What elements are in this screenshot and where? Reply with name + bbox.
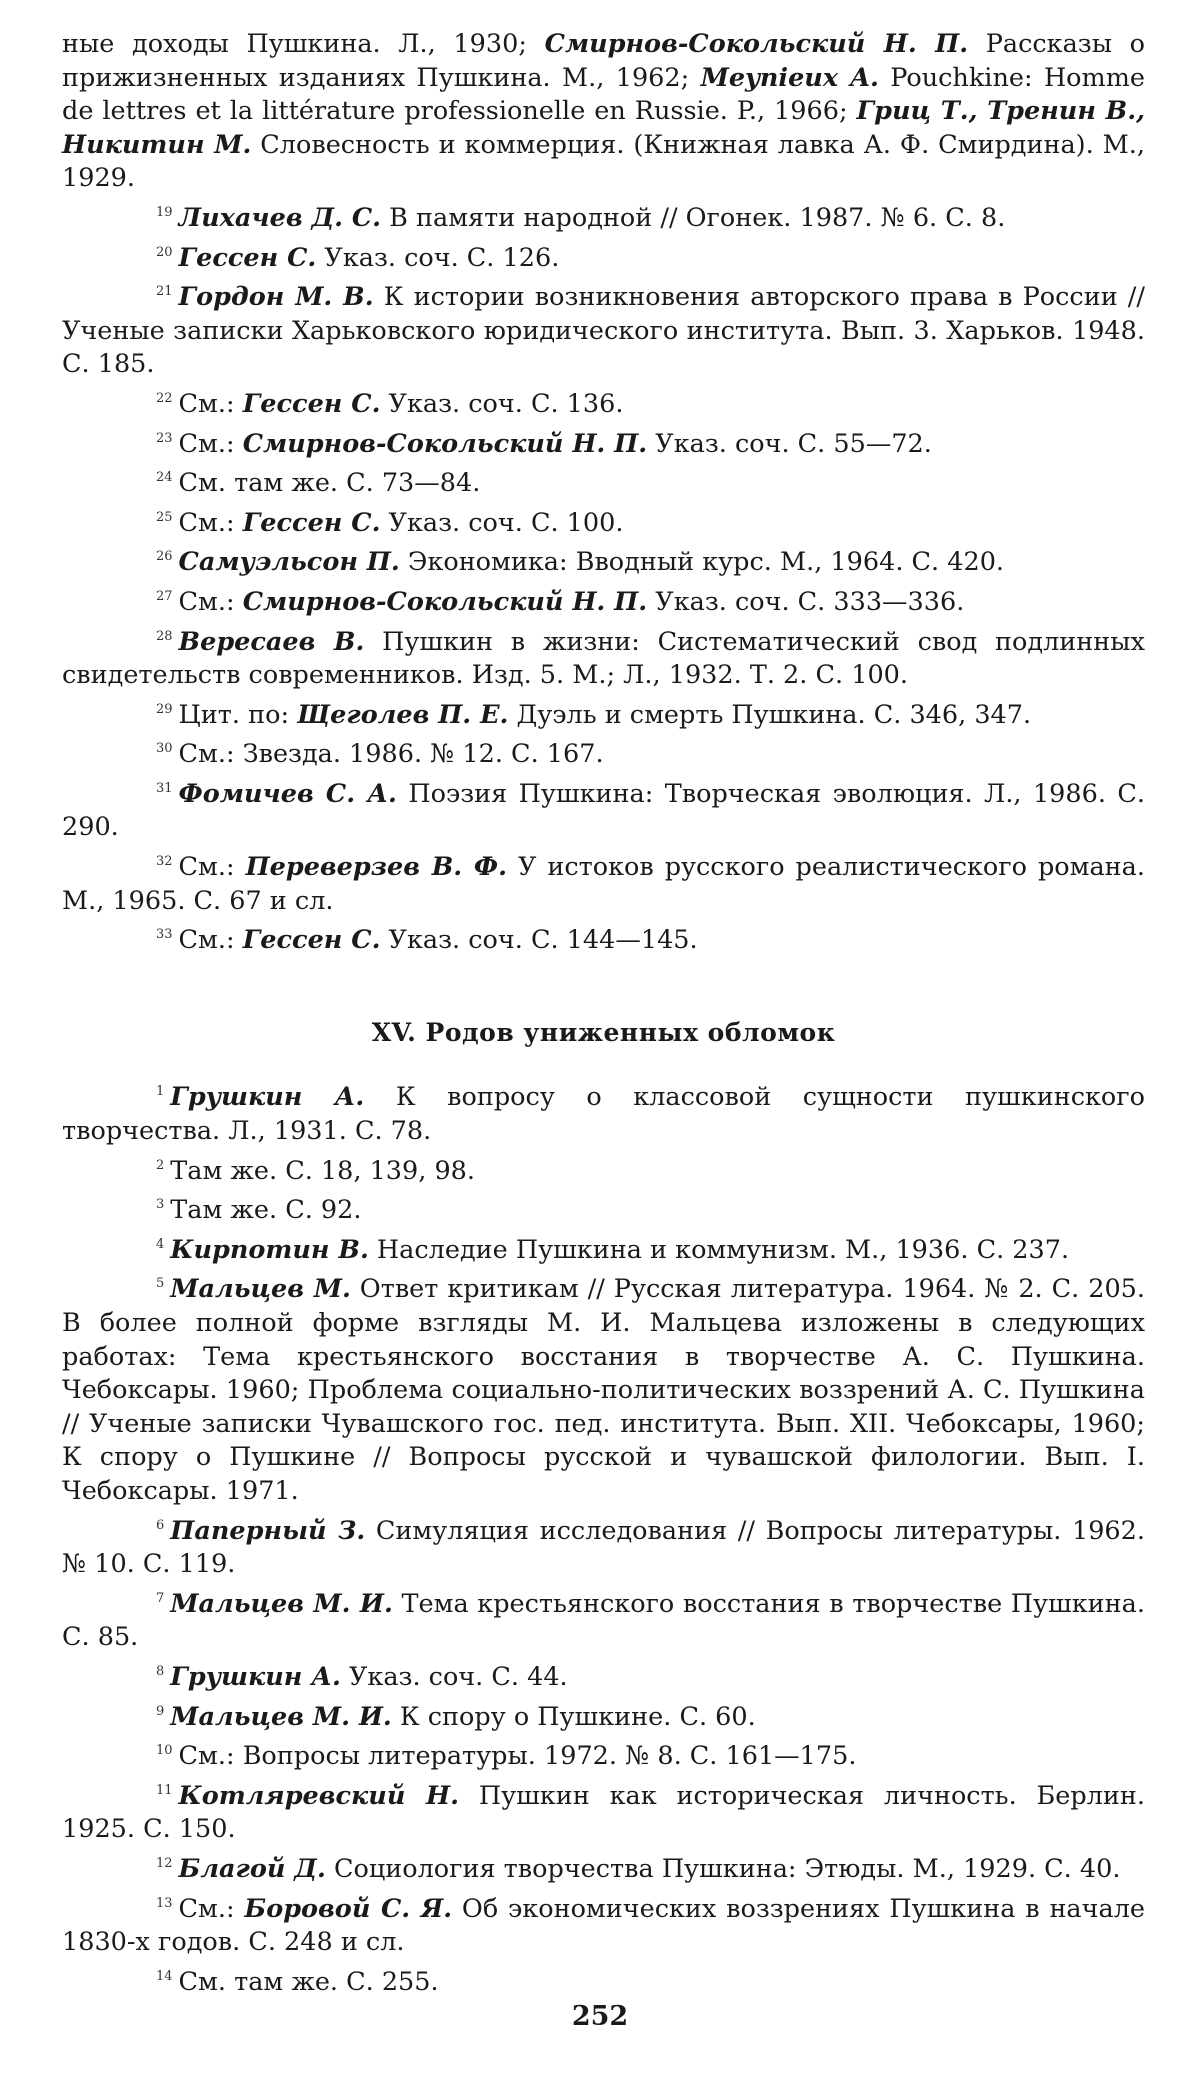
citation-text: Ответ критикам // Русская литература. 1964. № 2. С. 205. В более полной форме взгляды М. И. Мальцева изложены в следующих работах: Тема крестьянского восстания в творчестве А. С. Пушкина. Чебоксары. 1960; Проблема социально-политических воззрений А. С. Пушкина // Ученые записки Чувашского гос. пед. института. Вып. XII. Чебоксары, 1960; К спору о Пушкине // Вопросы русской и чувашской филологии. Вып. I. Чебоксары. 1971. [62, 1274, 1145, 1506]
footnote [62, 1655, 1145, 1695]
citation-text: У истоков русского реалистического романа. М., 1965. С. 67 и сл. [62, 852, 1145, 916]
citation-text: Дуэль и смерть Пушкина. С. 346, 347. [508, 699, 1032, 730]
footnote-number: 3 [156, 1197, 165, 1213]
author-name: Гессен С. [242, 388, 381, 419]
footnote-number: 9 [156, 1703, 165, 1719]
author-name: Паперный З. [170, 1515, 366, 1546]
citation-text: См. там же. С. 73—84. [178, 468, 481, 499]
author-name: Смирнов-Сокольский Н. П. [544, 29, 969, 59]
footnote-number: 25 [156, 509, 173, 525]
citation-text: Там же. С. 92. [170, 1195, 362, 1226]
footnote [62, 693, 1145, 733]
footnote [62, 1188, 1145, 1228]
footnote [62, 772, 1145, 845]
footnote-number: 32 [156, 854, 173, 870]
citation-text: См.: [178, 586, 243, 617]
footnote [62, 236, 1145, 276]
author-name: Вересаев В. [178, 626, 365, 657]
citation-text: Пушкин как историческая личность. Берлин. 1925. С. 150. [62, 1780, 1145, 1845]
footnote-number: 8 [156, 1663, 165, 1679]
footnote-number: 21 [156, 284, 173, 300]
footnotes-chapter-14 [62, 196, 1145, 958]
citation-text: См.: [178, 852, 246, 883]
citation-text: Симуляция исследования // Вопросы литературы. 1962. № 10. С. 119. [62, 1515, 1145, 1580]
footnote [62, 1887, 1145, 1960]
footnote [62, 275, 1145, 382]
footnote [62, 580, 1145, 620]
footnotes-chapter-15 [62, 1075, 1145, 1999]
author-name: Гриц Т., Тренин В., Никитин М. [62, 96, 1145, 160]
citation-text: См.: [178, 428, 243, 459]
footnote [62, 1267, 1145, 1508]
footnote-number: 33 [156, 927, 173, 943]
citation-text: Тема крестьянского восстания в творчестве Пушкина. С. 85. [62, 1588, 1145, 1653]
author-name: Переверзев В. Ф. [245, 852, 507, 883]
footnote [62, 918, 1145, 958]
footnote-number: 22 [156, 390, 173, 406]
footnote-number: 7 [156, 1590, 165, 1606]
footnote-number: 30 [156, 741, 173, 757]
footnote [62, 1734, 1145, 1774]
author-name: Котляревский Н. [178, 1780, 459, 1811]
citation-text: См.: Вопросы литературы. 1972. № 8. С. 161—175. [178, 1741, 857, 1772]
citation-text: Экономика: Вводный курс. М., 1964. С. 420. [399, 547, 1005, 578]
footnote [62, 196, 1145, 236]
citation-text: См.: [178, 1893, 245, 1924]
author-name: Щеголев П. Е. [297, 699, 509, 730]
footnote [62, 501, 1145, 541]
footnote-number: 6 [156, 1517, 165, 1533]
citation-text: Наследие Пушкина и коммунизм. М., 1936. С. 237. [368, 1234, 1070, 1265]
footnote-number: 20 [156, 244, 173, 260]
author-name: Благой Д. [178, 1853, 326, 1884]
citation-text: Указ. соч. С. 333—336. [647, 586, 965, 617]
citation-text: Там же. С. 18, 139, 98. [170, 1155, 476, 1186]
citation-text: Указ. соч. С. 126. [316, 242, 560, 273]
author-name: Гессен С. [242, 507, 381, 538]
citation-text: В памяти народной // Огонек. 1987. № 6. С. 8. [381, 202, 1006, 233]
footnote-number: 11 [156, 1782, 173, 1798]
footnote-number: 28 [156, 628, 173, 644]
citation-text: Указ. соч. С. 136. [380, 388, 624, 419]
footnote [62, 540, 1145, 580]
footnote-number: 13 [156, 1895, 173, 1911]
citation-text: Указ. соч. С. 100. [380, 507, 624, 538]
author-name: Смирнов-Сокольский Н. П. [242, 586, 648, 617]
citation-text: См.: Звезда. 1986. № 12. С. 167. [178, 739, 604, 770]
citation-text: Pouchkine: Homme de lettres et la littérature professionelle en Russie. P., 1966; [62, 62, 1145, 127]
footnote [62, 1228, 1145, 1268]
citation-text: ные доходы Пушкина. Л., 1930; [62, 29, 545, 59]
citation-text: Рассказы о прижизненных изданиях Пушкина. М., 1962; [62, 29, 1146, 93]
author-name: Мальцев М. И. [170, 1701, 392, 1732]
citation-text: Словесность и коммерция. (Книжная лавка А. Ф. Смирдина). М., 1929. [62, 129, 1145, 194]
footnote [62, 1847, 1145, 1887]
footnote [62, 845, 1145, 918]
author-name: Гессен С. [242, 925, 381, 956]
footnote [62, 1582, 1145, 1655]
footnote-continuation [62, 28, 1145, 196]
footnote-number: 23 [156, 430, 173, 446]
citation-text: Указ. соч. С. 55—72. [647, 428, 932, 459]
footnote-number: 29 [156, 701, 173, 717]
footnote [62, 1774, 1145, 1847]
citation-text: Цит. по: [178, 699, 298, 730]
author-name: Грушкин А. [170, 1661, 341, 1692]
citation-text: Указ. соч. С. 44. [340, 1661, 568, 1692]
citation-text: Указ. соч. С. 144—145. [380, 925, 698, 956]
author-name: Гордон М. В. [178, 282, 374, 313]
page-body [62, 28, 1145, 1999]
citation-text: Социология творчества Пушкина: Этюды. М., 1929. С. 40. [325, 1853, 1121, 1884]
author-name: Самуэльсон П. [178, 547, 400, 578]
section-heading: XV. Родов униженных обломок [371, 1017, 836, 1047]
footnote-number: 26 [156, 549, 173, 565]
footnote [62, 1695, 1145, 1735]
author-name: Гессен С. [178, 242, 317, 273]
author-name: Мальцев М. [170, 1274, 351, 1305]
citation-text: К спору о Пушкине. С. 60. [391, 1701, 756, 1732]
footnote [62, 1960, 1145, 2000]
citation-text: См.: [178, 925, 243, 956]
footnote [62, 382, 1145, 422]
citation-text: К вопросу о классовой сущности пушкинского творчества. Л., 1931. С. 78. [62, 1082, 1145, 1147]
citation-text: Пушкин в жизни: Систематический свод подлинных свидетельств современников. Изд. 5. М.; Л., 1932. Т. 2. С. 100. [62, 626, 1145, 691]
citation-text: См. там же. С. 255. [178, 1966, 439, 1997]
footnote-number: 2 [156, 1157, 165, 1173]
citation-text: Об экономических воззрениях Пушкина в начале 1830-х годов. С. 248 и сл. [62, 1893, 1145, 1958]
page-number: 252 [571, 2001, 629, 2032]
citation-text: К истории возникновения авторского права в России // Ученые записки Харьковского юридического института. Вып. 3. Харьков. 1948. С. 185. [62, 282, 1145, 380]
author-name: Боровой С. Я. [244, 1893, 453, 1924]
footnote-number: 5 [156, 1276, 165, 1292]
footnote-number: 27 [156, 588, 173, 604]
footnote-number: 12 [156, 1855, 173, 1871]
author-name: Мальцев М. И. [170, 1588, 393, 1619]
footnote [62, 620, 1145, 693]
author-name: Лихачев Д. С. [178, 202, 382, 233]
citation-text: См.: [178, 507, 243, 538]
footnote [62, 732, 1145, 772]
author-name: Кирпотин В. [170, 1234, 369, 1265]
citation-text: Поэзия Пушкина: Творческая эволюция. Л., 1986. С. 290. [62, 778, 1145, 843]
footnote-number: 14 [156, 1968, 173, 1984]
footnote-number: 10 [156, 1743, 173, 1759]
footnote-number: 24 [156, 470, 173, 486]
footnote [62, 1509, 1145, 1582]
footnote [62, 422, 1145, 462]
footnote-number: 19 [156, 204, 173, 220]
footnote [62, 1149, 1145, 1189]
citation-text: См.: [178, 388, 243, 419]
footnote-number: 31 [156, 780, 173, 796]
footnote-number: 1 [156, 1084, 165, 1100]
author-name: Meynieux A. [700, 62, 879, 93]
footnote [62, 1075, 1145, 1148]
footnote-number: 4 [156, 1236, 165, 1252]
footnote [62, 461, 1145, 501]
author-name: Фомичев С. А. [178, 778, 397, 809]
author-name: Грушкин А. [170, 1082, 365, 1113]
author-name: Смирнов-Сокольский Н. П. [242, 428, 648, 459]
